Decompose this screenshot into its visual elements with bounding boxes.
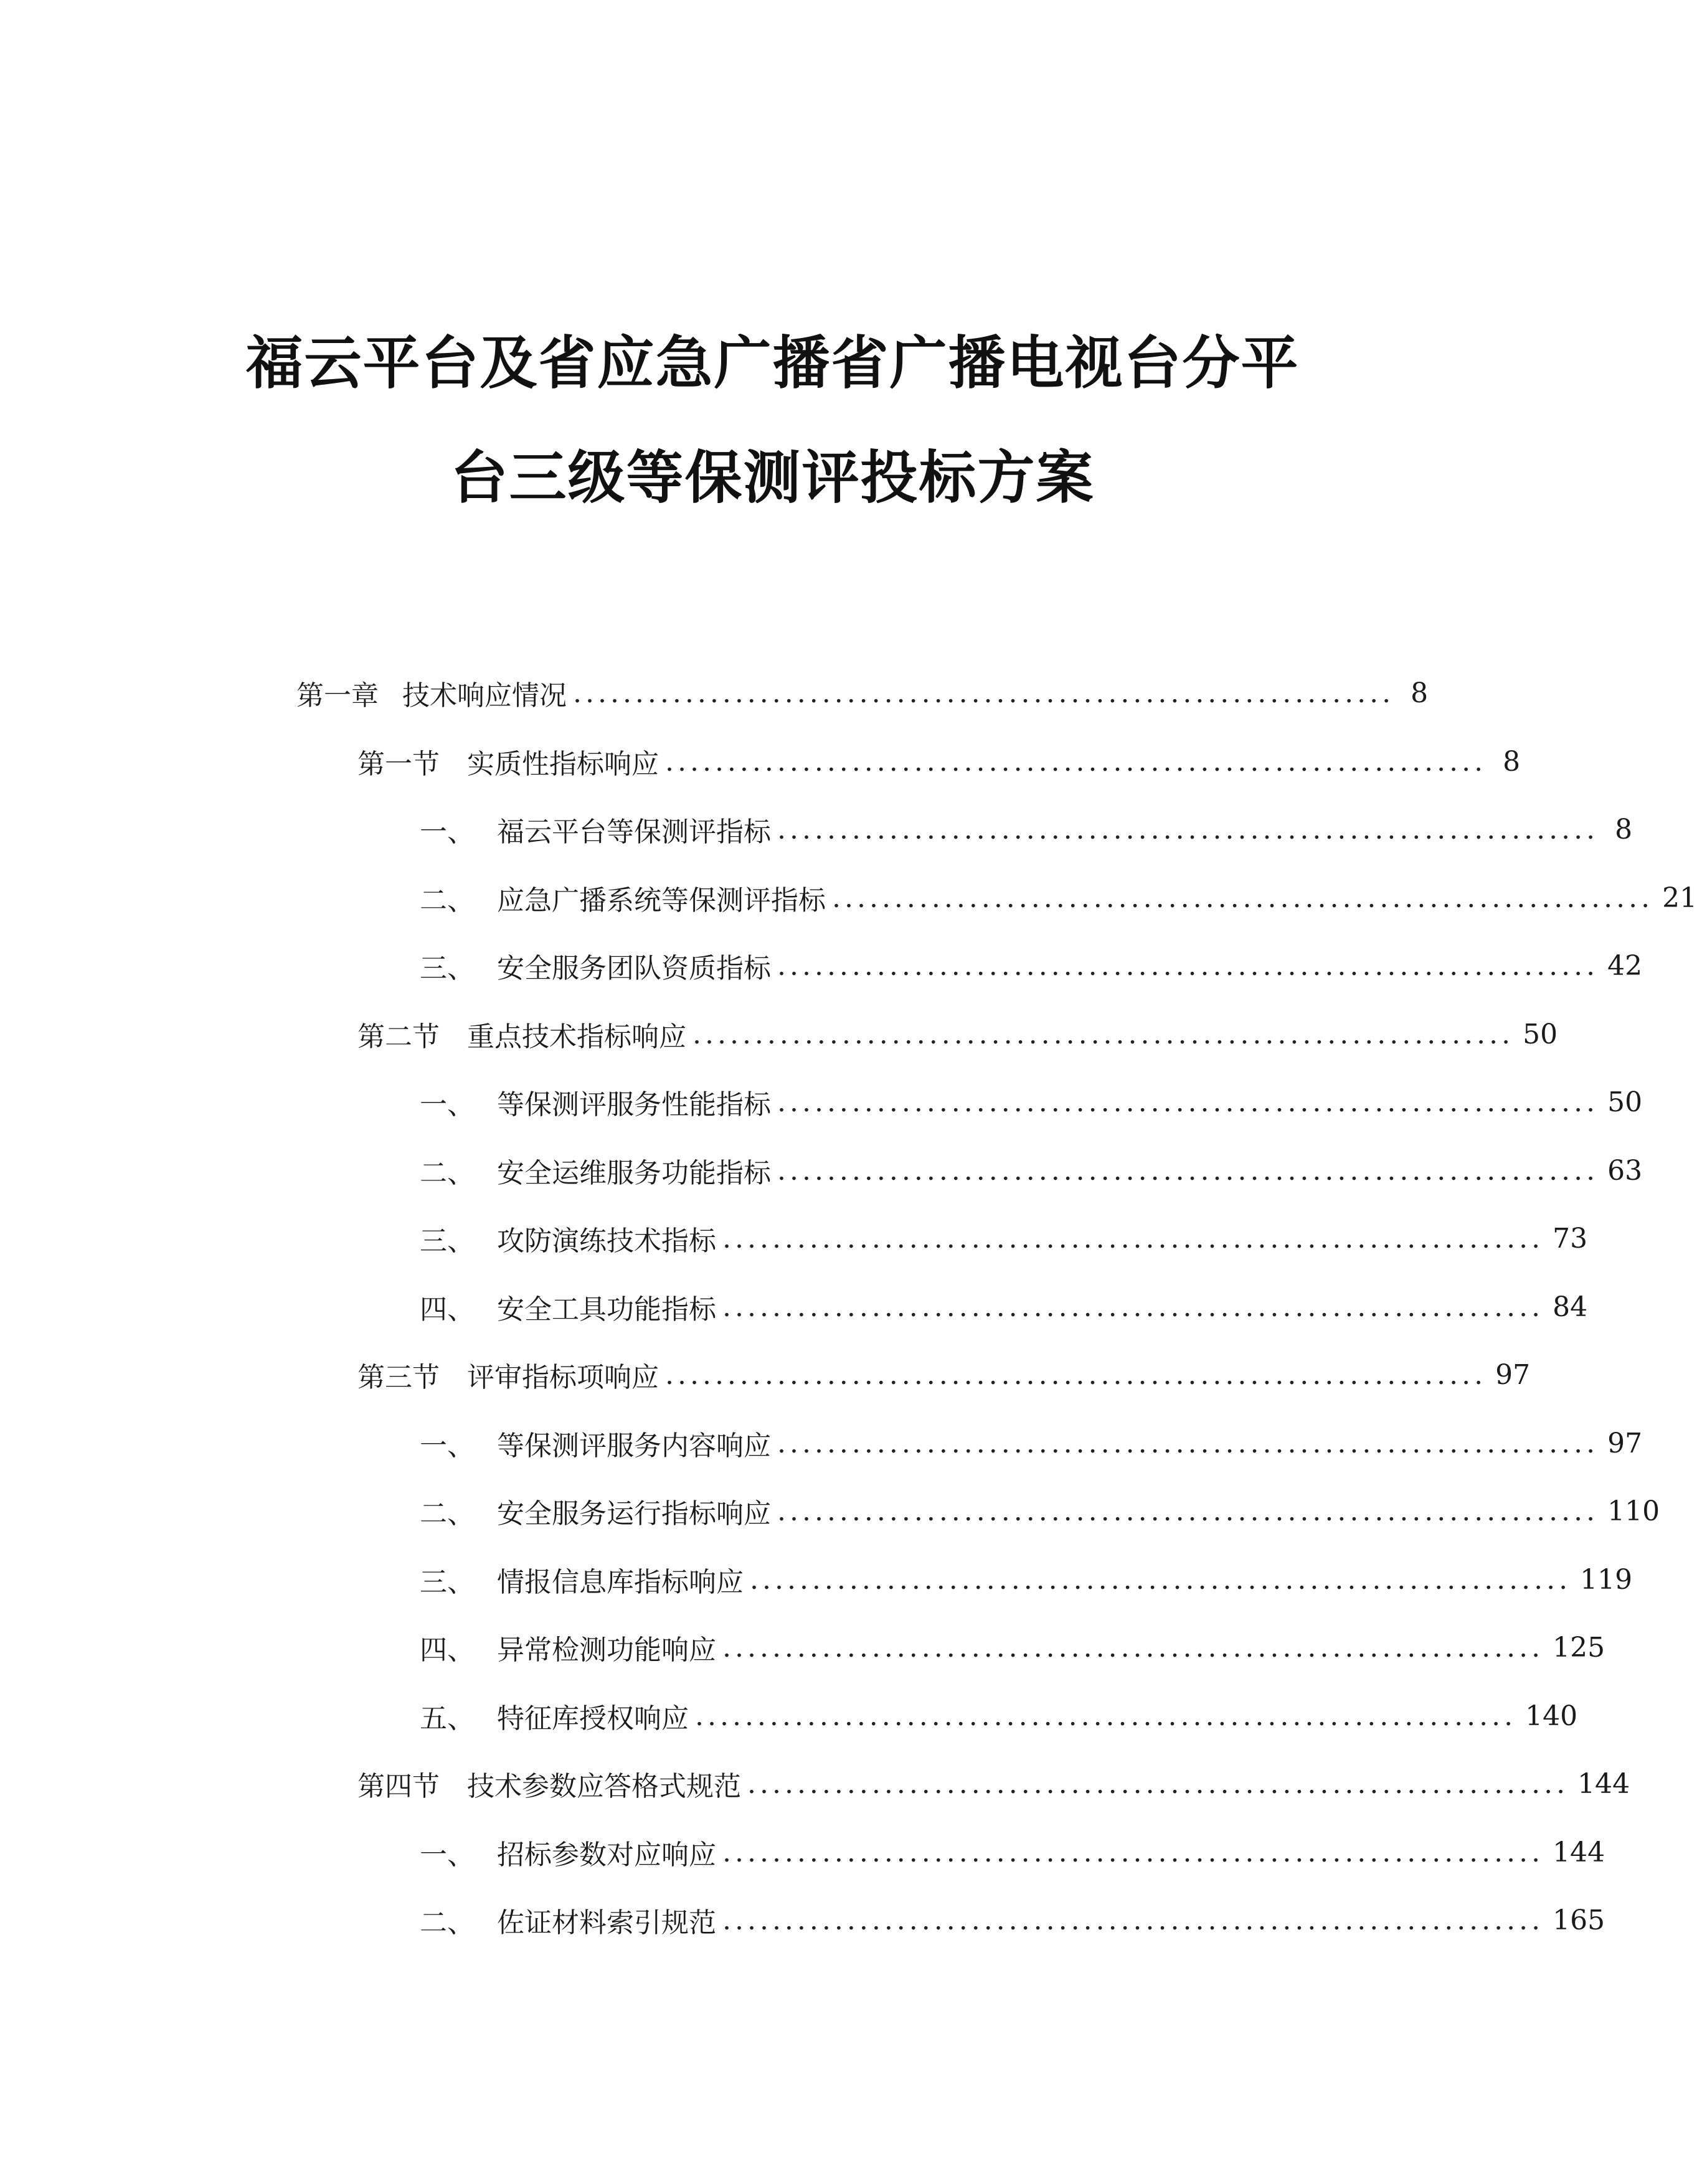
toc-entry-number: 二、	[420, 885, 475, 916]
toc-entry-title: 异常检测功能响应	[497, 1634, 716, 1666]
toc-page-number: 97	[1495, 1358, 1531, 1391]
toc-page-number: 21	[1662, 882, 1697, 914]
toc-dot-leader: ..................................................................	[573, 677, 1395, 709]
toc-entry-title: 安全服务团队资质指标	[497, 953, 771, 984]
toc-entry-title: 技术响应情况	[402, 680, 567, 712]
toc-dot-leader: ..................................................................	[777, 813, 1599, 845]
toc-entry-title: 应急广播系统等保测评指标	[497, 885, 826, 916]
toc-dot-leader: ..................................................................	[750, 1563, 1572, 1596]
toc-entry[interactable]	[357, 1000, 1558, 1068]
toc-dot-leader: ..................................................................	[777, 1086, 1599, 1118]
toc-dot-leader: ..................................................................	[777, 1154, 1599, 1187]
toc-entry[interactable]	[420, 1886, 1605, 1954]
toc-entry[interactable]	[420, 1477, 1660, 1545]
toc-entry-title: 技术参数应答格式规范	[467, 1771, 741, 1802]
toc-entry[interactable]	[420, 1204, 1588, 1273]
toc-dot-leader: ..................................................................	[722, 1222, 1544, 1254]
toc-entry-number: 三、	[420, 953, 475, 984]
toc-entry[interactable]	[296, 659, 1429, 727]
toc-entry[interactable]	[420, 1409, 1643, 1477]
toc-entry-number: 第四节	[357, 1771, 440, 1802]
toc-entry[interactable]	[420, 1818, 1605, 1886]
toc-page-number: 50	[1523, 1018, 1558, 1050]
toc-entry-title: 等保测评服务性能指标	[497, 1089, 771, 1121]
toc-entry-title: 等保测评服务内容响应	[497, 1430, 771, 1462]
toc-entry-number: 二、	[420, 1498, 475, 1530]
toc-entry-number: 三、	[420, 1225, 475, 1257]
toc-entry[interactable]	[357, 727, 1521, 796]
toc-dot-leader: ..................................................................	[777, 949, 1599, 982]
toc-dot-leader: ..................................................................	[832, 882, 1654, 914]
toc-entry[interactable]	[420, 795, 1633, 864]
toc-entry-number: 四、	[420, 1634, 475, 1666]
toc-dot-leader: ..................................................................	[777, 1427, 1599, 1459]
toc-page-number: 73	[1553, 1222, 1588, 1254]
toc-page-number: 110	[1607, 1495, 1660, 1527]
toc-entry[interactable]	[420, 1136, 1643, 1205]
toc-entry[interactable]	[420, 1273, 1588, 1341]
toc-page-number: 84	[1553, 1291, 1588, 1323]
toc-entry-title: 安全工具功能指标	[497, 1294, 716, 1325]
toc-entry-title: 攻防演练技术指标	[497, 1225, 716, 1257]
toc-dot-leader: ..................................................................	[722, 1631, 1544, 1664]
toc-entry-title: 特征库授权响应	[497, 1703, 689, 1734]
toc-entry[interactable]	[420, 1545, 1633, 1614]
toc-page-number: 63	[1607, 1154, 1643, 1187]
toc-entry-number: 一、	[420, 816, 475, 848]
document-title	[0, 306, 1545, 535]
toc-entry[interactable]	[420, 1613, 1605, 1682]
toc-entry-number: 五、	[420, 1703, 475, 1734]
toc-entry-number: 二、	[420, 1907, 475, 1939]
toc-page-number: 125	[1553, 1631, 1605, 1664]
toc-entry-title: 评审指标项响应	[467, 1362, 659, 1393]
toc-entry-number: 四、	[420, 1294, 475, 1325]
toc-entry-title: 安全运维服务功能指标	[497, 1157, 771, 1189]
title-line-2: 台三级等保测评投标方案	[450, 445, 1095, 511]
toc-entry[interactable]	[420, 931, 1643, 1000]
toc-dot-leader: ..................................................................	[722, 1836, 1544, 1868]
toc-entry[interactable]	[357, 1340, 1531, 1409]
toc-page-number: 165	[1553, 1904, 1605, 1936]
toc-dot-leader: ..................................................................	[747, 1767, 1569, 1800]
toc-dot-leader: ..................................................................	[693, 1018, 1515, 1050]
toc-page-number: 119	[1580, 1563, 1633, 1596]
toc-entry-number: 第一节	[357, 748, 440, 780]
toc-entry-number: 三、	[420, 1566, 475, 1598]
toc-entry-number: 第二节	[357, 1021, 440, 1053]
toc-dot-leader: ..................................................................	[777, 1495, 1599, 1527]
toc-page-number: 97	[1607, 1427, 1643, 1459]
toc-entry[interactable]	[420, 1682, 1578, 1750]
toc-page-number: 50	[1607, 1086, 1643, 1118]
toc-page-number: 42	[1607, 949, 1643, 982]
toc-dot-leader: ..................................................................	[695, 1700, 1517, 1732]
toc-entry[interactable]	[420, 1068, 1643, 1136]
toc-entry-title: 情报信息库指标响应	[497, 1566, 744, 1598]
toc-entry-number: 第一章	[296, 680, 379, 712]
toc-page-number: 8	[1615, 813, 1633, 845]
toc-entry-title: 招标参数对应响应	[497, 1839, 716, 1871]
toc-entry-number: 一、	[420, 1839, 475, 1871]
title-line-1: 福云平台及省应急广播省广播电视台分平	[245, 330, 1300, 397]
toc-entry-title: 佐证材料索引规范	[497, 1907, 716, 1939]
toc-entry[interactable]	[420, 864, 1697, 932]
toc-page-number: 140	[1525, 1700, 1578, 1732]
toc-page-number: 144	[1553, 1836, 1605, 1868]
toc-entry-title: 实质性指标响应	[467, 748, 659, 780]
toc-page-number: 144	[1577, 1767, 1630, 1800]
toc-entry-title: 安全服务运行指标响应	[497, 1498, 771, 1530]
toc-dot-leader: ..................................................................	[722, 1291, 1544, 1323]
toc-dot-leader: ..................................................................	[665, 1358, 1487, 1391]
toc-page-number: 8	[1503, 745, 1521, 778]
toc-page-number: 8	[1411, 677, 1429, 709]
toc-entry-title: 福云平台等保测评指标	[497, 816, 771, 848]
toc-dot-leader: ..................................................................	[722, 1904, 1544, 1936]
toc-entry-number: 一、	[420, 1089, 475, 1121]
toc-entry-title: 重点技术指标响应	[467, 1021, 686, 1053]
toc-entry-number: 一、	[420, 1430, 475, 1462]
toc-entry-number: 第三节	[357, 1362, 440, 1393]
toc-dot-leader: ..................................................................	[665, 745, 1487, 778]
toc-entry[interactable]	[357, 1749, 1630, 1818]
toc-entry-number: 二、	[420, 1157, 475, 1189]
